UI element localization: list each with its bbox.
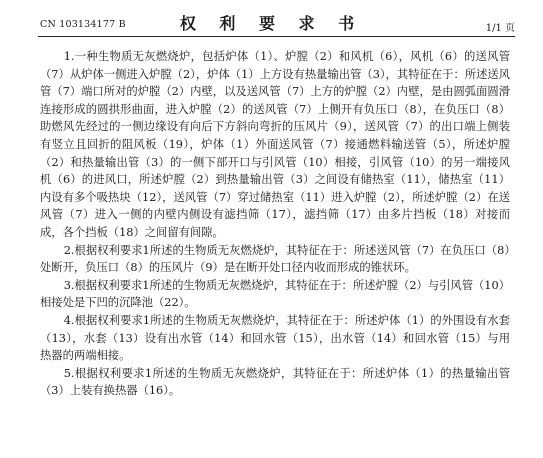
publication-number: CN 103134177 B <box>40 19 126 30</box>
page-title: 权 利 要 求 书 <box>179 14 364 33</box>
page-header <box>0 0 543 40</box>
claim-2: 2.根据权利要求1所述的生物质无灰燃烧炉，其特征在于：所述送风管（7）在负压口（8）处断开，负压口（8）的压风片（9）是在断开处口径内收而形成的锥状环。 <box>40 243 510 275</box>
claim-1: 1.一种生物质无灰燃烧炉，包括炉体（1）、炉膛（2）和风机（6），风机（6）的送风管（7）从炉体一侧进入炉膛（2），炉体（1）上方设有热量输出管（3），其特征在于：所述送风管（7）端口所对的炉膛（2）内壁，以及送风管（7）上方的炉膛（2）内壁，是由圆弧面圆滑连接形成的圆拱形曲面，进入炉膛（2）的送风管（7）上侧开有负压口（8），在负压口（8）助燃风先经过的一侧边缘设有向后下方斜向弯折的压风片（9），送风管（7）的出口端上侧装有竖立且回折的阻风板（19），炉体（1）外面送风管（7）接通燃料输送管（5），所述炉膛（2）和热量输出管（3）的一侧下部开口与引风管（10）相接，引风管（10）的另一端接风机（6）的进风口，所述炉膛（2）到热量输出管（3）之间设有储热室（11），储热室（11）内设有多个吸热块（12），送风管（7）穿过储热室（11）进入炉膛（2），所述炉膛（2）在送风管（7）进入一侧的内壁内侧设有滤挡筛（17），滤挡筛（17）由多片挡板（18）对接而成，各个挡板（18）之间留有间隙。 <box>40 50 510 239</box>
header-rule <box>38 36 515 37</box>
claims-body <box>40 48 510 400</box>
page-number: 1/1 页 <box>485 23 515 34</box>
claim-5: 5.根据权利要求1所述的生物质无灰燃烧炉，其特征在于：所述炉体（1）的热量输出管（3）上装有换热器（16）。 <box>40 366 510 398</box>
claim-4: 4.根据权利要求1所述的生物质无灰燃烧炉，其特征在于：所述炉体（1）的外围设有水套（13），水套（13）设有出水管（14）和回水管（15），出水管（14）和回水管（15）与用热器的两端相接。 <box>40 313 510 363</box>
claim-3: 3.根据权利要求1所述的生物质无灰燃烧炉，其特征在于：所述炉膛（2）与引风管（10）相接处是下凹的沉降池（22）。 <box>40 278 510 310</box>
